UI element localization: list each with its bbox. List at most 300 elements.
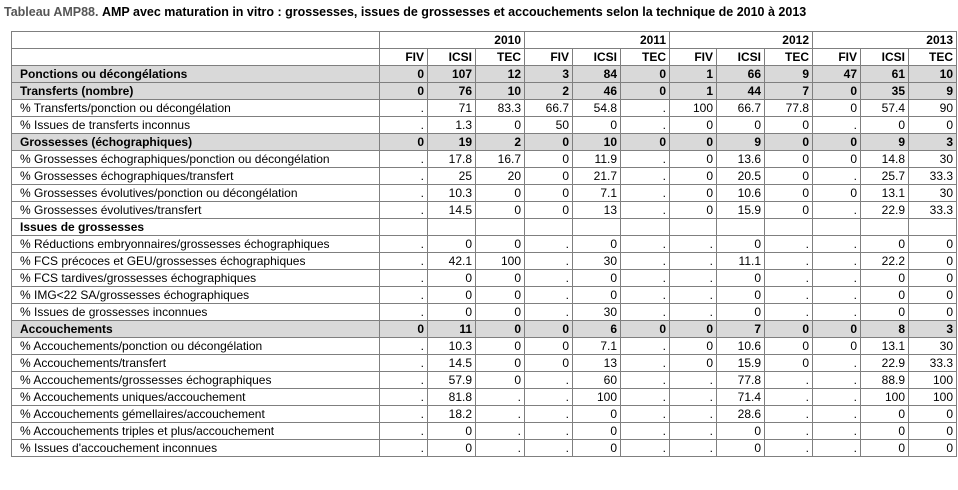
table-row	[12, 321, 957, 338]
table-cell: .	[621, 406, 670, 423]
table-cell: 0	[670, 185, 717, 202]
table-cell: 1.3	[428, 117, 476, 134]
table-row	[12, 270, 957, 287]
table-cell: 0	[428, 423, 476, 440]
table-cell: .	[813, 389, 861, 406]
table-cell: 0	[861, 270, 909, 287]
table-cell: 9	[861, 134, 909, 151]
table-cell: .	[621, 270, 670, 287]
table-cell: 30	[909, 185, 957, 202]
table-cell: 9	[909, 83, 957, 100]
table-cell	[909, 219, 957, 236]
table-cell: 0	[765, 151, 813, 168]
table-cell: 30	[573, 253, 621, 270]
table-cell: .	[380, 389, 428, 406]
row-label: % FCS précoces et GEU/grossesses échographiques	[12, 253, 380, 270]
table-cell: 100	[861, 389, 909, 406]
row-label: % Transferts/ponction ou décongélation	[12, 100, 380, 117]
table-cell	[476, 219, 525, 236]
table-cell: 0	[573, 423, 621, 440]
year-header-2010: 2010	[380, 32, 525, 49]
table-cell: 0	[717, 423, 765, 440]
table-cell: 33.3	[909, 202, 957, 219]
table-cell: .	[621, 389, 670, 406]
table-cell: 8	[861, 321, 909, 338]
table-cell: 0	[813, 321, 861, 338]
technique-header-tec-2012: TEC	[765, 49, 813, 66]
table-cell: .	[670, 389, 717, 406]
table-cell: 0	[765, 355, 813, 372]
table-cell: 0	[909, 440, 957, 457]
table-cell: 61	[861, 66, 909, 83]
table-cell: .	[670, 270, 717, 287]
table-cell: 19	[428, 134, 476, 151]
table-cell: 88.9	[861, 372, 909, 389]
table-cell: 0	[428, 270, 476, 287]
table-row	[12, 338, 957, 355]
table-cell: .	[813, 304, 861, 321]
row-label: Issues de grossesses	[12, 219, 380, 236]
technique-header-icsi-2010: ICSI	[428, 49, 476, 66]
table-cell: 11	[428, 321, 476, 338]
table-cell: .	[765, 440, 813, 457]
table-cell	[717, 219, 765, 236]
technique-header-fiv-2013: FIV	[813, 49, 861, 66]
table-cell: .	[813, 423, 861, 440]
row-label: Transferts (nombre)	[12, 83, 380, 100]
table-cell: .	[621, 423, 670, 440]
table-cell: 77.8	[717, 372, 765, 389]
table-row	[12, 253, 957, 270]
table-cell	[525, 219, 573, 236]
table-cell: 30	[573, 304, 621, 321]
table-cell: 90	[909, 100, 957, 117]
table-cell: 10.6	[717, 338, 765, 355]
table-cell	[861, 219, 909, 236]
table-cell: .	[813, 168, 861, 185]
table-cell: 100	[476, 253, 525, 270]
table-cell: 10	[476, 83, 525, 100]
table-cell: 10.6	[717, 185, 765, 202]
table-cell: 10.3	[428, 185, 476, 202]
table-cell: 0	[861, 423, 909, 440]
table-cell: 9	[765, 66, 813, 83]
table-cell: .	[621, 287, 670, 304]
table-cell: 9	[717, 134, 765, 151]
table-cell: .	[380, 168, 428, 185]
table-cell: .	[380, 440, 428, 457]
table-cell: .	[765, 304, 813, 321]
table-cell: 0	[861, 406, 909, 423]
row-label: % FCS tardives/grossesses échographiques	[12, 270, 380, 287]
table-cell: .	[813, 287, 861, 304]
table-cell: .	[525, 440, 573, 457]
table-cell: 0	[525, 134, 573, 151]
table-cell: 0	[717, 117, 765, 134]
table-cell: 13.1	[861, 185, 909, 202]
table-cell: .	[621, 253, 670, 270]
table-cell: 20	[476, 168, 525, 185]
table-cell: .	[621, 185, 670, 202]
row-label: Grossesses (échographiques)	[12, 134, 380, 151]
table-cell: .	[476, 406, 525, 423]
table-cell: .	[525, 236, 573, 253]
table-cell: 0	[573, 287, 621, 304]
table-cell: 0	[573, 406, 621, 423]
table-cell: 0	[670, 202, 717, 219]
table-cell: 3	[909, 321, 957, 338]
table-cell: 0	[380, 66, 428, 83]
table-cell: 0	[525, 321, 573, 338]
table-cell: 100	[573, 389, 621, 406]
table-cell: .	[525, 287, 573, 304]
table-cell: 0	[909, 423, 957, 440]
year-header-2012: 2012	[670, 32, 813, 49]
table-cell: 0	[476, 338, 525, 355]
table-cell: 25	[428, 168, 476, 185]
technique-header-fiv-2012: FIV	[670, 49, 717, 66]
row-label: % Accouchements uniques/accouchement	[12, 389, 380, 406]
table-cell: .	[813, 236, 861, 253]
table-cell: 3	[909, 134, 957, 151]
table-cell: 0	[621, 134, 670, 151]
data-table	[11, 31, 957, 457]
table-cell: .	[621, 151, 670, 168]
table-cell: .	[380, 151, 428, 168]
technique-header-tec-2013: TEC	[909, 49, 957, 66]
technique-header-icsi-2013: ICSI	[861, 49, 909, 66]
table-cell: .	[621, 440, 670, 457]
table-cell: 11.9	[573, 151, 621, 168]
table-cell: 35	[861, 83, 909, 100]
table-cell: 84	[573, 66, 621, 83]
table-row	[12, 117, 957, 134]
table-cell	[813, 219, 861, 236]
table-cell: .	[813, 202, 861, 219]
table-cell: .	[525, 423, 573, 440]
table-cell: 0	[573, 440, 621, 457]
table-cell: 13	[573, 355, 621, 372]
table-row	[12, 202, 957, 219]
table-cell	[765, 219, 813, 236]
table-cell: 15.9	[717, 202, 765, 219]
table-cell: .	[380, 355, 428, 372]
table-cell: 71.4	[717, 389, 765, 406]
technique-header-tec-2010: TEC	[476, 49, 525, 66]
table-cell: 17.8	[428, 151, 476, 168]
table-cell: 0	[765, 117, 813, 134]
table-cell: .	[670, 372, 717, 389]
table-cell: 76	[428, 83, 476, 100]
table-cell: 14.5	[428, 202, 476, 219]
technique-header-icsi-2012: ICSI	[717, 49, 765, 66]
table-cell: .	[813, 372, 861, 389]
table-cell: 7.1	[573, 338, 621, 355]
table-cell: .	[380, 100, 428, 117]
table-cell: 0	[909, 236, 957, 253]
table-cell: 0	[861, 236, 909, 253]
table-cell: .	[380, 304, 428, 321]
table-cell: 0	[670, 117, 717, 134]
table-cell: .	[380, 253, 428, 270]
table-cell: 66.7	[525, 100, 573, 117]
table-cell: .	[621, 236, 670, 253]
table-cell: 3	[525, 66, 573, 83]
table-cell: 0	[476, 321, 525, 338]
table-cell: .	[380, 185, 428, 202]
technique-header-row	[12, 49, 957, 66]
section-header-row	[12, 219, 957, 236]
table-row	[12, 151, 957, 168]
table-cell: 0	[861, 440, 909, 457]
table-cell: 46	[573, 83, 621, 100]
table-cell: 0	[909, 304, 957, 321]
table-cell: 0	[380, 134, 428, 151]
table-cell: 42.1	[428, 253, 476, 270]
table-cell: 22.2	[861, 253, 909, 270]
table-row	[12, 440, 957, 457]
table-cell: .	[476, 423, 525, 440]
table-cell: 0	[476, 270, 525, 287]
table-cell: 0	[428, 304, 476, 321]
table-cell	[428, 219, 476, 236]
table-cell: 13.6	[717, 151, 765, 168]
table-cell: .	[380, 423, 428, 440]
table-cell: 0	[573, 270, 621, 287]
table-cell: 22.9	[861, 355, 909, 372]
table-cell: 0	[476, 372, 525, 389]
table-cell: 0	[573, 236, 621, 253]
table-cell: 0	[670, 321, 717, 338]
table-cell: .	[765, 423, 813, 440]
table-cell: 0	[476, 236, 525, 253]
table-cell: 0	[525, 355, 573, 372]
table-cell: 0	[380, 83, 428, 100]
row-label: Accouchements	[12, 321, 380, 338]
table-cell: 0	[476, 185, 525, 202]
table-cell: 10	[573, 134, 621, 151]
table-cell: .	[380, 338, 428, 355]
table-cell: .	[813, 355, 861, 372]
table-cell: 22.9	[861, 202, 909, 219]
table-cell: .	[765, 236, 813, 253]
table-cell: 0	[525, 151, 573, 168]
table-cell: 10.3	[428, 338, 476, 355]
table-cell: 16.7	[476, 151, 525, 168]
table-cell: 15.9	[717, 355, 765, 372]
table-cell: .	[621, 202, 670, 219]
table-cell: 25.7	[861, 168, 909, 185]
table-cell: .	[670, 304, 717, 321]
table-row	[12, 100, 957, 117]
technique-header-fiv-2010: FIV	[380, 49, 428, 66]
corner-cell	[12, 32, 380, 49]
table-cell: 0	[476, 304, 525, 321]
table-cell: .	[525, 406, 573, 423]
table-cell: 0	[861, 287, 909, 304]
year-header-row	[12, 32, 957, 49]
table-cell: 0	[717, 287, 765, 304]
table-cell: 47	[813, 66, 861, 83]
table-cell: 50	[525, 117, 573, 134]
table-cell: .	[765, 287, 813, 304]
table-cell: 0	[525, 168, 573, 185]
table-cell: 0	[717, 270, 765, 287]
table-cell: 100	[670, 100, 717, 117]
table-cell: 0	[909, 287, 957, 304]
table-cell: .	[813, 440, 861, 457]
table-cell: .	[621, 355, 670, 372]
table-cell: 0	[765, 134, 813, 151]
table-cell: 0	[765, 202, 813, 219]
table-cell: .	[525, 253, 573, 270]
table-cell: .	[765, 389, 813, 406]
table-cell: 0	[813, 134, 861, 151]
table-cell: 2	[525, 83, 573, 100]
table-cell: .	[380, 270, 428, 287]
table-cell: 71	[428, 100, 476, 117]
table-cell: 0	[765, 321, 813, 338]
row-label: % Accouchements/grossesses échographiques	[12, 372, 380, 389]
technique-header-fiv-2011: FIV	[525, 49, 573, 66]
row-label: % Grossesses échographiques/transfert	[12, 168, 380, 185]
table-cell: .	[621, 168, 670, 185]
table-cell: 100	[909, 389, 957, 406]
table-cell: 0	[717, 304, 765, 321]
row-label: % Accouchements triples et plus/accouchement	[12, 423, 380, 440]
table-cell: 33.3	[909, 355, 957, 372]
table-cell: 0	[670, 134, 717, 151]
table-cell: 0	[861, 117, 909, 134]
table-row	[12, 389, 957, 406]
table-cell: 60	[573, 372, 621, 389]
table-cell: .	[813, 406, 861, 423]
table-cell: .	[670, 253, 717, 270]
table-cell: 0	[717, 236, 765, 253]
table-caption	[4, 5, 806, 19]
table-cell: .	[621, 304, 670, 321]
table-cell: .	[813, 253, 861, 270]
table-cell: .	[380, 287, 428, 304]
table-row	[12, 423, 957, 440]
table-cell: 0	[765, 168, 813, 185]
table-row	[12, 355, 957, 372]
table-cell: 18.2	[428, 406, 476, 423]
table-cell: 0	[813, 338, 861, 355]
table-cell: .	[670, 406, 717, 423]
table-cell: 100	[909, 372, 957, 389]
row-label: % Réductions embryonnaires/grossesses échographiques	[12, 236, 380, 253]
table-cell: .	[621, 338, 670, 355]
year-header-2013: 2013	[813, 32, 957, 49]
row-label: % Accouchements/transfert	[12, 355, 380, 372]
table-cell: .	[380, 117, 428, 134]
table-cell: 0	[380, 321, 428, 338]
table-cell: 0	[670, 355, 717, 372]
table-cell: 33.3	[909, 168, 957, 185]
technique-header-icsi-2011: ICSI	[573, 49, 621, 66]
table-cell: 0	[525, 202, 573, 219]
table-number: Tableau AMP88.	[4, 5, 99, 19]
table-cell: .	[380, 202, 428, 219]
table-cell: 83.3	[476, 100, 525, 117]
table-cell: 0	[717, 440, 765, 457]
table-cell: .	[380, 406, 428, 423]
table-row	[12, 134, 957, 151]
table-cell: 21.7	[573, 168, 621, 185]
table-cell: .	[380, 236, 428, 253]
table-cell: .	[765, 372, 813, 389]
corner-cell	[12, 49, 380, 66]
table-cell: 0	[573, 117, 621, 134]
table-cell: 107	[428, 66, 476, 83]
table-cell: .	[525, 304, 573, 321]
row-label: % Issues de grossesses inconnues	[12, 304, 380, 321]
table-cell	[621, 219, 670, 236]
table-row	[12, 83, 957, 100]
table-cell: .	[813, 270, 861, 287]
table-cell: 0	[476, 117, 525, 134]
table-cell: .	[765, 270, 813, 287]
table-cell: 54.8	[573, 100, 621, 117]
table-cell: 7.1	[573, 185, 621, 202]
table-cell: 0	[909, 117, 957, 134]
table-row	[12, 372, 957, 389]
row-label: Ponctions ou décongélations	[12, 66, 380, 83]
table-cell: .	[476, 389, 525, 406]
table-cell: 0	[813, 100, 861, 117]
table-cell: 1	[670, 83, 717, 100]
table-row	[12, 287, 957, 304]
table-cell: 44	[717, 83, 765, 100]
table-cell: .	[621, 372, 670, 389]
table-cell: .	[525, 389, 573, 406]
table-cell: 6	[573, 321, 621, 338]
table-cell: .	[670, 440, 717, 457]
table-cell: 0	[621, 66, 670, 83]
table-cell: .	[670, 287, 717, 304]
table-cell: .	[525, 270, 573, 287]
row-label: % Issues de transferts inconnus	[12, 117, 380, 134]
table-cell: .	[621, 117, 670, 134]
table-cell: 11.1	[717, 253, 765, 270]
table-cell: 7	[717, 321, 765, 338]
table-cell: .	[621, 100, 670, 117]
table-cell: 0	[428, 236, 476, 253]
row-label: % Issues d'accouchement inconnues	[12, 440, 380, 457]
table-cell	[670, 219, 717, 236]
table-cell: 0	[765, 338, 813, 355]
table-row	[12, 168, 957, 185]
year-header-2011: 2011	[525, 32, 670, 49]
table-cell: 0	[525, 185, 573, 202]
table-cell: 77.8	[765, 100, 813, 117]
table-cell: 7	[765, 83, 813, 100]
table-cell: 66	[717, 66, 765, 83]
table-cell: 1	[670, 66, 717, 83]
table-cell: 14.5	[428, 355, 476, 372]
table-cell: 0	[909, 253, 957, 270]
table-row	[12, 185, 957, 202]
table-cell: 0	[909, 406, 957, 423]
table-cell: 0	[670, 168, 717, 185]
table-cell: 0	[813, 151, 861, 168]
technique-header-tec-2011: TEC	[621, 49, 670, 66]
table-cell: 30	[909, 338, 957, 355]
row-label: % Grossesses évolutives/ponction ou décongélation	[12, 185, 380, 202]
row-label: % IMG<22 SA/grossesses échographiques	[12, 287, 380, 304]
table-cell: 0	[428, 440, 476, 457]
